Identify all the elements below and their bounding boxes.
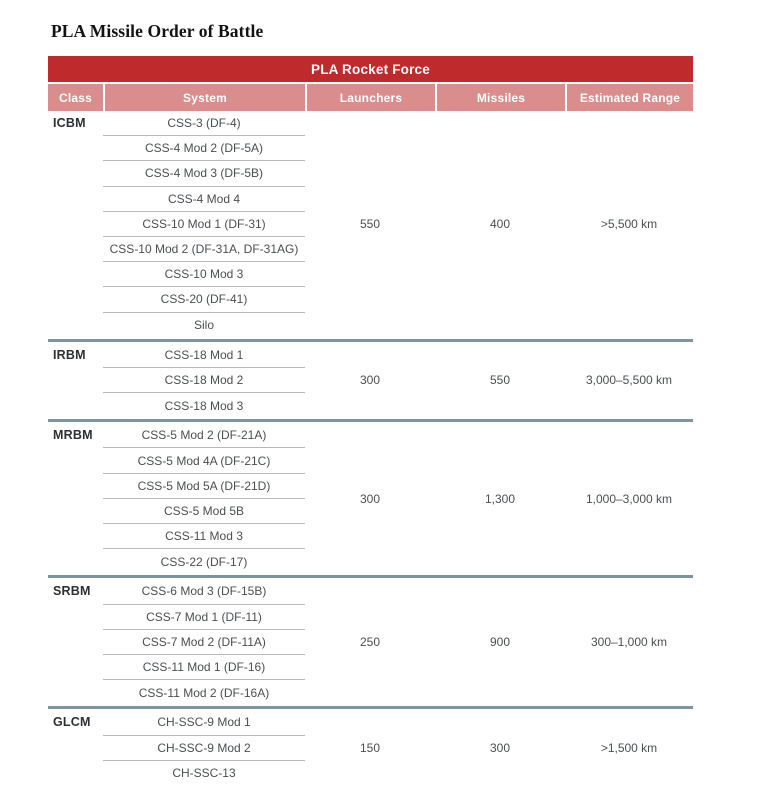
system-row: CSS-6 Mod 3 (DF-15B): [103, 579, 305, 604]
missiles-value: 550: [489, 373, 511, 388]
section-divider: [48, 339, 693, 342]
system-row: CSS-10 Mod 1 (DF-31): [103, 212, 305, 237]
system-row: CSS-10 Mod 3: [103, 262, 305, 287]
class-cell: [48, 343, 103, 419]
section-divider: [48, 706, 693, 709]
table-section: [48, 423, 693, 574]
class-label: GLCM: [53, 715, 91, 730]
system-row: CSS-3 (DF-4): [103, 111, 305, 136]
system-row: CSS-20 (DF-41): [103, 287, 305, 312]
table-body: [48, 111, 693, 786]
column-header-class: Class: [48, 84, 103, 111]
system-cell: [103, 710, 305, 786]
missiles-value: 1,300: [484, 491, 516, 506]
system-row: CSS-11 Mod 3: [103, 524, 305, 549]
system-row: CSS-4 Mod 4: [103, 187, 305, 212]
system-row: CH-SSC-9 Mod 1: [103, 710, 305, 735]
system-row: CSS-7 Mod 1 (DF-11): [103, 605, 305, 630]
column-header-estimated-range: Estimated Range: [565, 84, 693, 111]
system-row: Silo: [193, 318, 214, 333]
system-row: CSS-5 Mod 5B: [103, 499, 305, 524]
page-title: PLA Missile Order of Battle: [51, 21, 264, 41]
system-row: CH-SSC-13: [172, 766, 236, 781]
system-row: CSS-4 Mod 2 (DF-5A): [103, 136, 305, 161]
system-row: CSS-5 Mod 5A (DF-21D): [103, 474, 305, 499]
missiles-value: 400: [489, 217, 511, 232]
class-cell: [48, 111, 103, 338]
class-cell: [48, 579, 103, 705]
system-row: CSS-11 Mod 1 (DF-16): [103, 655, 305, 680]
system-row: CH-SSC-9 Mod 2: [103, 736, 305, 761]
system-row: CSS-18 Mod 1: [103, 343, 305, 368]
section-divider: [48, 575, 693, 578]
system-row: CSS-4 Mod 3 (DF-5B): [103, 161, 305, 186]
launchers-value: 150: [359, 741, 381, 756]
system-cell: [103, 423, 305, 574]
estimated-range-value: 300–1,000 km: [590, 635, 668, 650]
table-section: [48, 710, 693, 786]
estimated-range-value: >1,500 km: [600, 741, 658, 756]
section-divider: [48, 419, 693, 422]
system-row: CSS-18 Mod 2: [103, 368, 305, 393]
table-section: [48, 343, 693, 419]
launchers-value: 300: [359, 491, 381, 506]
system-cell: [103, 111, 305, 338]
system-cell: [103, 343, 305, 419]
class-label: IRBM: [53, 347, 86, 362]
system-row: CSS-10 Mod 2 (DF-31A, DF-31AG): [103, 237, 305, 262]
table-banner: PLA Rocket Force: [48, 56, 693, 82]
launchers-value: 300: [359, 373, 381, 388]
launchers-value: 250: [359, 635, 381, 650]
class-cell: [48, 423, 103, 574]
table-header-row: [48, 84, 693, 111]
launchers-value: 550: [359, 217, 381, 232]
column-header-missiles: Missiles: [435, 84, 565, 111]
class-label: ICBM: [53, 116, 86, 130]
system-cell: [103, 579, 305, 705]
class-cell: [48, 710, 103, 786]
missiles-value: 900: [489, 635, 511, 650]
column-header-launchers: Launchers: [305, 84, 435, 111]
missile-order-of-battle-table: [48, 56, 693, 786]
estimated-range-value: 1,000–3,000 km: [585, 491, 673, 506]
system-row: CSS-22 (DF-17): [160, 554, 248, 569]
missiles-value: 300: [489, 741, 511, 756]
estimated-range-value: 3,000–5,500 km: [585, 373, 673, 388]
class-label: MRBM: [53, 428, 93, 443]
column-header-system: System: [103, 84, 305, 111]
table-section: [48, 111, 693, 338]
system-row: CSS-5 Mod 4A (DF-21C): [103, 448, 305, 473]
system-row: CSS-18 Mod 3: [164, 398, 244, 413]
class-label: SRBM: [53, 584, 91, 599]
table-section: [48, 579, 693, 705]
system-row: CSS-5 Mod 2 (DF-21A): [103, 423, 305, 448]
estimated-range-value: >5,500 km: [600, 217, 658, 232]
system-row: CSS-7 Mod 2 (DF-11A): [103, 630, 305, 655]
system-row: CSS-11 Mod 2 (DF-16A): [138, 685, 270, 700]
